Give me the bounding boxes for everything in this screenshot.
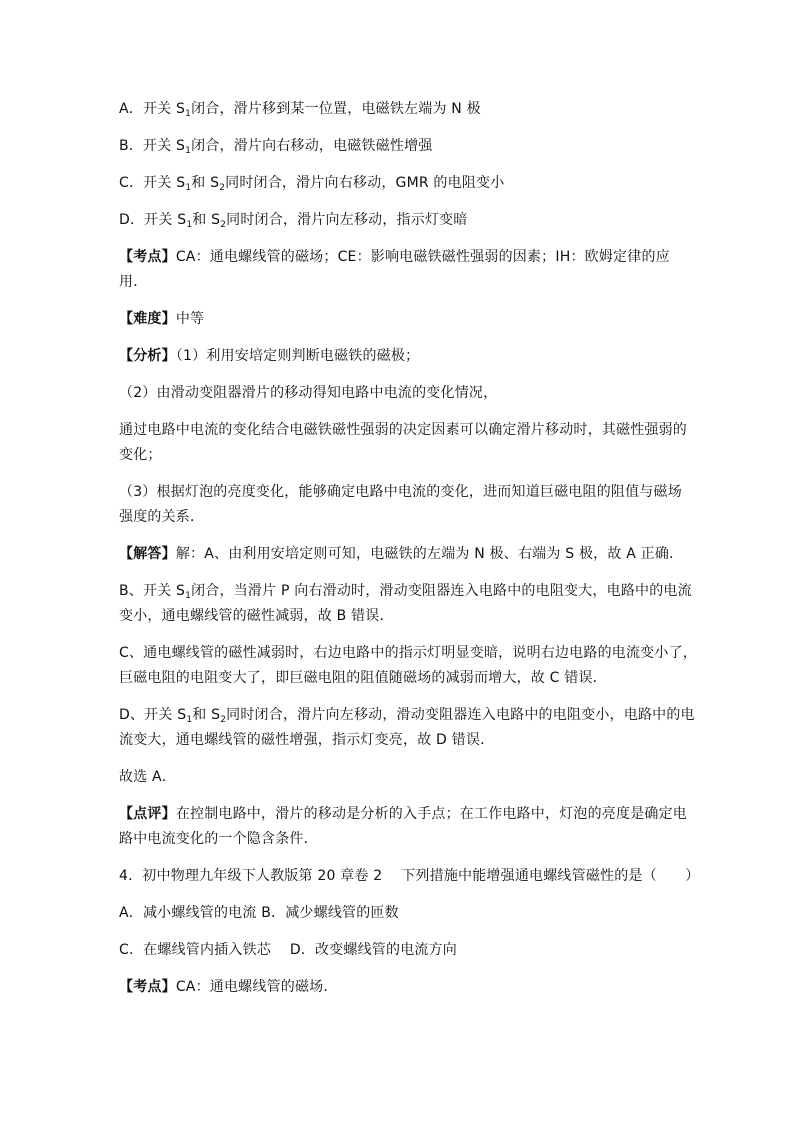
option-d: D．开关 $S_1$和 $S_2$同时闭合，滑片向左移动，指示灯变暗 bbox=[119, 212, 468, 230]
fenxi-3: 通过电路中电流的变化结合电磁铁磁性强弱的决定因素可以确定滑片移动时，其磁性强弱的 bbox=[119, 422, 687, 438]
dianping-2: 路中电流变化的一个隐含条件． bbox=[119, 831, 318, 847]
option-a: A．开关 $S_1$闭合，滑片移到某一位置，电磁铁左端为 N 极 bbox=[119, 101, 481, 119]
fenxi-1: 【分析】（1）利用安培定则判断电磁铁的磁极； bbox=[119, 348, 420, 364]
kaodian-1-cont: 用． bbox=[119, 274, 148, 290]
fenxi-tag: 【分析】 bbox=[119, 348, 176, 364]
jieda-choice: 故选 A． bbox=[119, 769, 177, 785]
fenxi-6: 强度的关系． bbox=[119, 509, 205, 525]
question-4-options-cd: C．在螺线管内插入铁芯 D．改变螺线管的电流方向 bbox=[119, 942, 458, 958]
jieda-tag: 【解答】 bbox=[119, 546, 176, 562]
fenxi-4: 变化； bbox=[119, 447, 162, 463]
kaodian-1: 【考点】CA：通电螺线管的磁场；CE：影响电磁铁磁性强弱的因素；IH：欧姆定律的应 bbox=[119, 249, 670, 265]
question-4-stem: 4．初中物理九年级下人教版第 20 章卷 2 下列措施中能增强通电螺线管磁性的是（ ） bbox=[119, 868, 700, 884]
nandu: 【难度】中等 bbox=[119, 311, 205, 327]
fenxi-5: （3）根据灯泡的亮度变化，能够确定电路中电流的变化，进而知道巨磁电阻的阻值与磁场 bbox=[119, 484, 682, 500]
dianping-1: 【点评】在控制电路中，滑片的移动是分析的入手点；在工作电路中，灯泡的亮度是确定电 bbox=[119, 806, 688, 822]
dianping-tag: 【点评】 bbox=[119, 806, 176, 822]
jieda-c-2: 巨磁电阻的电阻变大了，即巨磁电阻的阻值随磁场的减弱而增大，故 C 错误． bbox=[119, 670, 607, 686]
jieda-d-1: D、开关 $S_1$和 $S_2$同时闭合，滑片向左移动，滑动变阻器连入电路中的电阻变小，电路中的电 bbox=[119, 707, 695, 725]
kaodian-2: 【考点】CA：通电螺线管的磁场． bbox=[119, 979, 338, 995]
option-c: C．开关 $S_1$和 $S_2$同时闭合，滑片向右移动，GMR 的电阻变小 bbox=[119, 175, 505, 193]
question-4-options-ab: A．减小螺线管的电流 B．减少螺线管的匝数 bbox=[119, 905, 399, 921]
jieda-b-1: B、开关 $S_1$闭合，当滑片 P 向右滑动时，滑动变阻器连入电路中的电阻变大，电路中的电流 bbox=[119, 583, 692, 601]
jieda-1: 【解答】解：A、由利用安培定则可知，电磁铁的左端为 N 极、右端为 S 极，故 A 正确． bbox=[119, 546, 684, 562]
fenxi-2: （2）由滑动变阻器滑片的移动得知电路中电流的变化情况， bbox=[119, 385, 498, 401]
nandu-tag: 【难度】 bbox=[119, 311, 176, 327]
jieda-d-2: 流变大，通电螺线管的磁性增强，指示灯变亮，故 D 错误． bbox=[119, 732, 495, 748]
jieda-c-1: C、通电螺线管的磁性减弱时，右边电路中的指示灯明显变暗，说明右边电路的电流变小了， bbox=[119, 645, 697, 661]
kaodian-2-tag: 【考点】 bbox=[119, 979, 176, 995]
kaodian-tag: 【考点】 bbox=[119, 249, 176, 265]
jieda-b-2: 变小，通电螺线管的磁性减弱，故 B 错误． bbox=[119, 608, 394, 624]
option-b: B．开关 $S_1$闭合，滑片向右移动，电磁铁磁性增强 bbox=[119, 138, 433, 156]
